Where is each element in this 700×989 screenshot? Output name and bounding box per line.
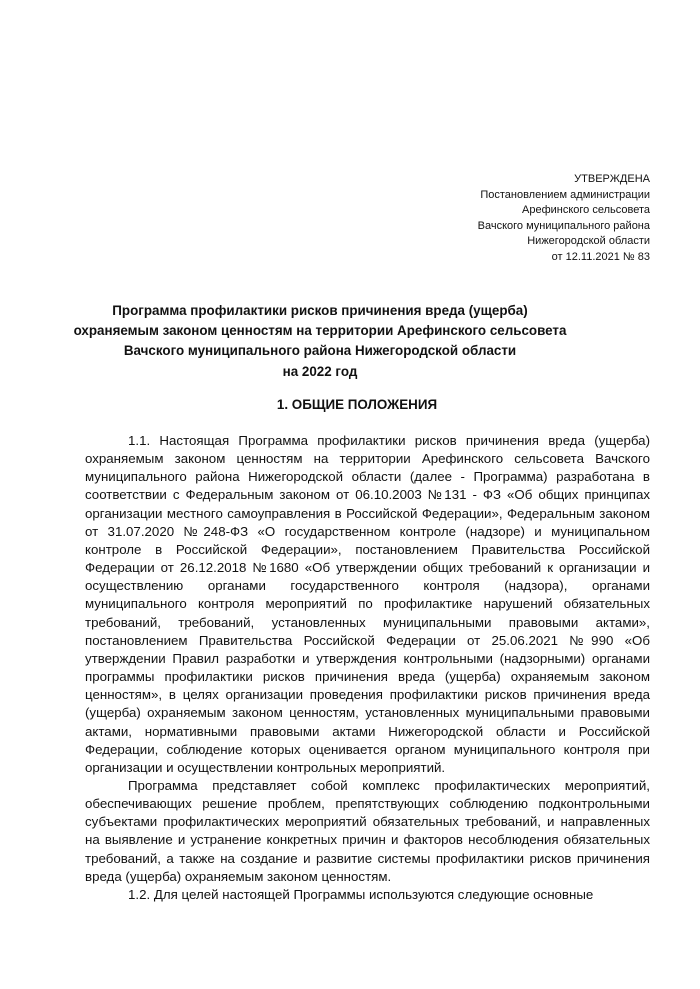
approval-line: Постановлением администрации xyxy=(480,188,650,201)
approval-line: Вачского муниципального района xyxy=(477,219,650,232)
title-line: Вачского муниципального района Нижегородской области xyxy=(123,343,517,359)
section-heading: 1. ОБЩИЕ ПОЛОЖЕНИЯ xyxy=(276,397,438,412)
document-body xyxy=(85,432,650,904)
paragraph: 1.2. Для целей настоящей Программы используются следующие основные xyxy=(128,886,594,902)
paragraph: Программа представляет собой комплекс профилактических мероприятий, обеспечивающих решение проблем, препятствующих соблюдению подконтрольными субъектами профилактических мероприятий обязательных требований, и направленных на выявление и устранение конкретных причин и факторов несоблюдения обязательных требований, а также на создание и развитие системы профилактики рисков причинения вреда (ущерба) охраняемым законом ценностям. xyxy=(85,777,650,884)
paragraph: 1.1. Настоящая Программа профилактики рисков причинения вреда (ущерба) охраняемым законом ценностям на территории Арефинского сельсовета Вачского муниципального района Нижегородской области (далее - Программа) разработана в соответствии с Федеральным законом от 06.10.2003 №131 - ФЗ «Об общих принципах организации местного самоуправления в Российской Федерации», Федеральным законом от 31.07.2020 №248-ФЗ «О государственном контроле (надзоре) и муниципальном контроле в Российской Федерации», постановлением Правительства Российской Федерации от 26.12.2018 №1680 «Об утверждении общих требований к организации и осуществлению органами государственного контроля (надзора), органами муниципального контроля мероприятий по профилактике нарушений обязательных требований, требований, установленных муниципальными правовыми актами», постановлением Правительства Российской Федерации от 25.06.2021 №990 «Об утверждении Правил разработки и утверждения контрольными (надзорными) органами программы профилактики рисков причинения вреда (ущерба) охраняемым законом ценностям», в целях организации проведения профилактики рисков причинения вреда (ущерба) охраняемым законом ценностям, установленных муниципальными правовыми актами, нормативными правовыми актами Нижегородской области и Российской Федерации, соблюдение которых оценивается органом муниципального контроля при организации и осуществлении контрольных мероприятий. xyxy=(85,433,650,775)
approval-block xyxy=(478,172,650,266)
document-title xyxy=(40,301,700,382)
title-line: Программа профилактики рисков причинения вреда (ущерба) xyxy=(112,303,528,318)
title-line: охраняемым законом ценностям на территории Арефинского сельсовета xyxy=(73,323,567,339)
approval-line: Арефинского сельсовета xyxy=(522,204,650,217)
approval-line: УТВЕРЖДЕНА xyxy=(574,173,650,185)
title-line: на 2022 год xyxy=(282,363,358,379)
approval-line: от 12.11.2021 № 83 xyxy=(551,250,650,263)
approval-line: Нижегородской области xyxy=(527,235,650,248)
